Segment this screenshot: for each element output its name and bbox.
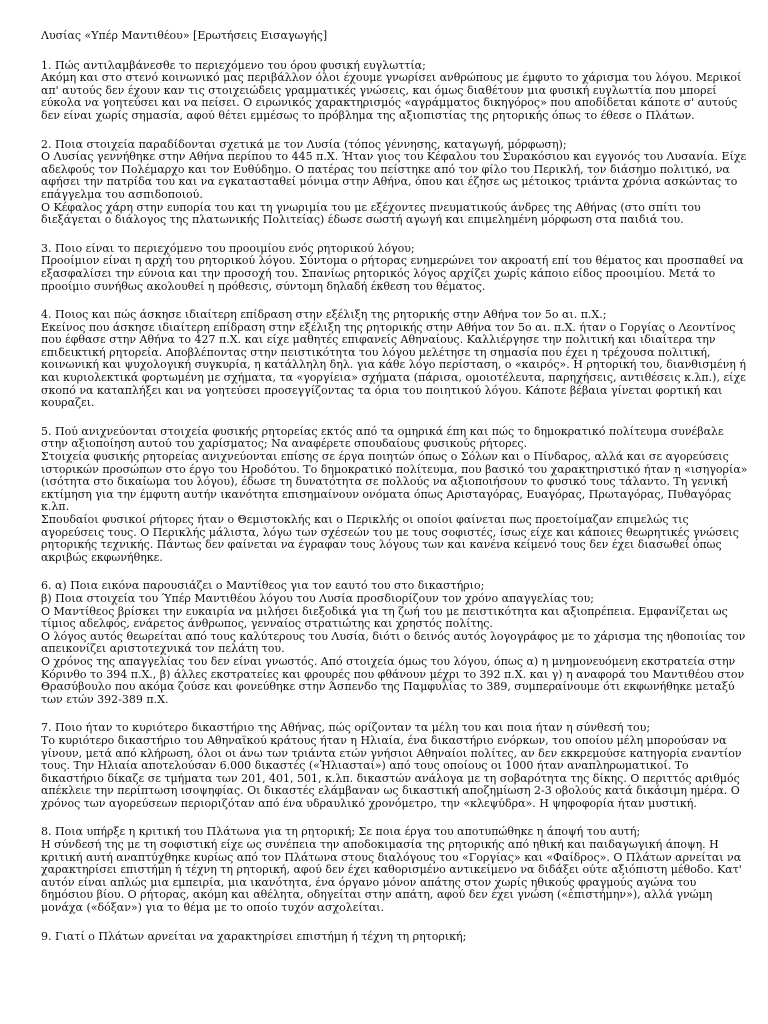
answer-paragraph: Το κυριότερο δικαστήριο του Αθηναϊκού κράτους ήταν η Ηλιαία, ένα δικαστήριο ενόρκων, του οποίου μέλη μπορούσαν να γίνουν, μετά από κλήρωση, όλοι οι άνω των τριάντα ετών γνήσιοι Αθηναίοι πολίτες, αν δεν εκκρεμούσε κατηγορία εναντίον τους. Την Ηλιαία αποτελούσαν 6.000 δικαστές («Ἡλιασταί») από τους οποίους οι 1000 ήταν αναπληρωματικοί. Το δικαστήριο δίκαζε σε τμήματα των 201, 401, 501, κ.λπ. δικαστών ανάλογα με τη σοβαρότητα της δίκης. Ο περιττός αριθμός απέκλειε την περίπτωση ισοψηφίας. Οι δικαστές ελάμβαναν ως δικαστική αποζημίωση 2-3 οβολούς κατά δικάσιμη ημέρα. Ο χρόνος των αγορεύσεων περιοριζόταν από ένα υδραυλικό χρονόμετρο, την «κλεψύδρα». Η ψηφοφορία ήταν μυστική. (41, 733, 742, 810)
question-block (41, 60, 748, 123)
question-block (41, 243, 748, 293)
question-block (41, 580, 748, 706)
answer-paragraph: Ο λόγος αυτός θεωρείται από τους καλύτερους του Λυσία, διότι ο δεινός αυτός λογογράφος με το χάρισμα της ηθοποιίας τον απεικονίζει αριστοτεχνικά τον πελάτη του. (41, 629, 746, 656)
question-block (41, 931, 748, 944)
document-title: Λυσίας «Υπέρ Μαντιθέου» [Ερωτήσεις Εισαγωγής] (41, 29, 328, 42)
question-block (41, 722, 748, 810)
question-block (41, 426, 748, 565)
question-text: 5. Πού ανιχνεύονται στοιχεία φυσικής ρητορείας εκτός από τα ομηρικά έπη και πώς το δημοκρατικό πολίτευμα συνέβαλε στην αξιοποίηση αυτού του χαρίσματος; Να αναφέρετε σπουδαίους φυσικούς ρήτορες. (41, 424, 724, 451)
question-block (41, 826, 748, 914)
question-text: 7. Ποιο ήταν το κυριότερο δικαστήριο της Αθήνας, πώς ορίζονταν τα μέλη του και ποια ήταν η σύνθεσή του; (41, 721, 651, 735)
answer-paragraph: Σπουδαίοι φυσικοί ρήτορες ήταν ο Θεμιστοκλής και ο Περικλής οι οποίοι φαίνεται πως προετοίμαζαν επιμελώς τις αγορεύσεις τους. Ο Περικλής μάλιστα, λόγω των σχέσεών του με τους σοφιστές, ίσως είχε και κάποιες θεωρητικές γνώσεις ρητορικής τεχνικής. Πάντως δεν φαίνεται να έγραφαν τους λόγους των και κανένα κείμενό τους δεν έχει διασωθεί όπως ακριβώς εκφωνήθηκε. (41, 513, 739, 564)
question-block (41, 139, 748, 227)
answer-paragraph: Η σύνδεσή της με τη σοφιστική είχε ως συνέπεια την αποδοκιμασία της ρητορικής από ηθική και παιδαγωγική άποψη. Η κριτική αυτή αναπτύχθηκε κυρίως από τον Πλάτωνα στους διαλόγους του «Γοργίας» και «Φαίδρος». Ο Πλάτων αρνείται να χαρακτηρίσει επιστήμη ή τέχνη τη ρητορική, αφού δεν έχει καθορισμένο αντικείμενο να διδάξει ούτε αξιόπιστη μέθοδο. Κατ' αυτόν είναι απλώς μια εμπειρία, μια ικανότητα, ένα όργανο μόνον απάτης στον χωρίς ηθικούς φραγμούς αγώνα του δημόσιου βίου. Ο ρήτορας, ακόμη και αθέλητα, οδηγείται στην απάτη, αφού δεν έχει γνώση («ἐπιστήμην»), αλλά γνώμη μονάχα («δόξαν») για το θέμα με το οποίο τυχόν ασχολείται. (41, 838, 742, 915)
question-text: 6. α) Ποια εικόνα παρουσιάζει ο Μαντίθεος για τον εαυτό του στο δικαστήριο; (41, 579, 485, 593)
answer-paragraph: Ακόμη και στο στενό κοινωνικό μας περιβάλλον όλοι έχουμε γνωρίσει ανθρώπους με έμφυτο το χάρισμα του λόγου. Μερικοί απ' αυτούς δεν έχουν καν τις στοιχειώδεις γραμματικές γνώσεις, και όμως διαθέτουν μια φυσική ευγλωττία που μπορεί εύκολα να γοητεύσει και να πείσει. Ο ειρωνικός χαρακτηρισμός «αγράμματος δικηγόρος» που αποδίδεται κάποτε σ' αυτούς δεν είναι χωρίς σημασία, αφού θέτει εμμέσως το πρόβλημα της αξιοπιστίας της ρητορικής όπως το έθεσε ο Πλάτων. (41, 71, 742, 122)
answer-paragraph: Προοίμιον είναι η αρχή του ρητορικού λόγου. Σύντομα ο ρήτορας ενημερώνει τον ακροατή επί του θέματος και προσπαθεί να εξασφαλίσει την εύνοια και την προσοχή του. Σπανίως ρητορικός λόγος αρχίζει χωρίς κάποιο είδος προοιμίου. Μετά το προοίμιο συνήθως ακολουθεί η πρόθεσις, σύντομη δηλαδή έκθεση του θέματος. (41, 254, 744, 293)
question-text: 1. Πώς αντιλαμβάνεσθε το περιεχόμενο του όρου φυσική ευγλωττία; (41, 58, 426, 72)
question-text: 8. Ποια υπήρξε η κριτική του Πλάτωνα για τη ρητορική; Σε ποια έργα του αποτυπώθηκε η άποψή του αυτή; (41, 825, 641, 839)
answer-paragraph: Εκείνος που άσκησε ιδιαίτερη επίδραση στην εξέλιξη της ρητορικής στην Αθήνα τον 5ο αι. π.Χ. ήταν ο Γοργίας ο Λεοντίνος που έφθασε στην Αθήνα το 427 π.Χ. και είχε μαθητές επιφανείς Αθηναίους. Καλλιέργησε την πολιτική και ιδιαίτερα την επιδεικτική ρητορεία. Αποβλέποντας στην πειστικότητα του λόγου μελέτησε τη σημασία που έχει η τρέχουσα πολιτική, κοινωνική και ψυχολογική συγκυρία, η κατάλληλη δηλ. για κάθε λόγο περίσταση, ο «καιρός». Η ρητορική του, διανθισμένη ή και κυριολεκτικά φορτωμένη με σχήματα, τα «γοργίεια» σχήματα (πάρισα, ομοιοτέλευτα, παρηχήσεις, αντιθέσεις κ.λπ.), είχε σκοπό να καταπλήξει και να γοητεύσει προσεγγίζοντας τα όρια του ποιητικού λόγου. Κάποτε βέβαια γίνεται φορτική και κουραζει. (41, 320, 746, 410)
answer-paragraph: Ο Κέφαλος χάρη στην ευπορία του και τη γνωριμία του με εξέχοντες πνευματικούς άνδρες της Αθήνας (στο σπίτι του διεξάγεται ο διάλογος της πλατωνικής Πολιτείας) έδωσε σωστή αγωγή και επιμελημένη μόρφωση στα παιδιά του. (41, 200, 701, 227)
question-block (41, 309, 748, 410)
question-text: 4. Ποιος και πώς άσκησε ιδιαίτερη επίδραση στην εξέλιξη της ρητορικής στην Αθήνα τον 5ο αι. π.Χ.; (41, 308, 607, 322)
question-text: 2. Ποια στοιχεία παραδίδονται σχετικά με τον Λυσία (τόπος γέννησης, καταγωγή, μόρφωση); (41, 137, 567, 151)
answer-paragraph: Ο Μαντίθεος βρίσκει την ευκαιρία να μιλήσει διεξοδικά για τη ζωή του με πειστικότητα και αξιοπρέπεια. Εμφανίζεται ως τίμιος αδελφός, ενάρετος άνθρωπος, γενναίος στρατιώτης και χρηστός πολίτης. (41, 604, 728, 631)
question-text: 9. Γιατί ο Πλάτων αρνείται να χαρακτηρίσει επιστήμη ή τέχνη τη ρητορική; (41, 929, 467, 943)
sections-container (41, 60, 748, 944)
answer-paragraph: Στοιχεία φυσικής ρητορείας ανιχνεύονται επίσης σε έργα ποιητών όπως ο Σόλων και ο Πίνδαρος, αλλά και σε αγορεύσεις ιστορικών προσώπων στο έργο του Ηροδότου. Το δημοκρατικό πολίτευμα, που βασικό του χαρακτηριστικό ήταν η «ισηγορία» (ισότητα στο δικαίωμα του λόγου), έδωσε τη δυνατότητα σε πολλούς να αξιοποιήσουν το φυσικό τους τάλαντο. Τη γενική εκτίμηση για την έμφυτη αυτήν ικανότητα επισημαίνουν ονόματα όπως Αρισταγόρας, Ευαγόρας, Πρωταγόρας, Πυθαγόρας κ.λπ. (41, 450, 748, 514)
answer-paragraph: Ο χρόνος της απαγγελίας του δεν είναι γνωστός. Από στοιχεία όμως του λόγου, όπως α) η μνημονευόμενη εκστρατεία στην Κόρινθο το 394 π.Χ., β) άλλες εκστρατείες και φρουρές που φθάνουν μέχρι το 392 π.Χ. και γ) η αναφορά του Μαντιθέου στον Θρασύβουλο που ακόμα ζούσε και φονεύθηκε στην Άσπενδο της Παμφυλίας το 389, συμπεραίνουμε ότι εκφωνήθηκε μεταξύ των ετών 392-389 π.Χ. (41, 654, 745, 706)
answer-paragraph: β) Ποια στοιχεία του Ύπέρ Μαντιθέου λόγου του Λυσία προσδιορίζουν τον χρόνο απαγγελίας του; (41, 591, 595, 605)
question-text: 3. Ποιο είναι το περιεχόμενο του προοιμίου ενός ρητορικού λόγου; (41, 241, 415, 255)
answer-paragraph: Ο Λυσίας γεννήθηκε στην Αθήνα περίπου το 445 π.Χ. Ήταν γιος του Κέφαλου του Συρακόσιου και εγγονός του Λυσανία. Είχε αδελφούς τον Πολέμαρχο και τον Ευθύδημο. Ο πατέρας του πείστηκε από τον φίλο του Περικλή, τον διάσημο πολιτικό, να αφήσει την πατρίδα του και να εγκατασταθεί μόνιμα στην Αθήνα, όπου και έζησε ως μέτοικος τριάντα χρόνια ασκώντας το επάγγελμα του ασπιδοποιού. (41, 150, 747, 201)
